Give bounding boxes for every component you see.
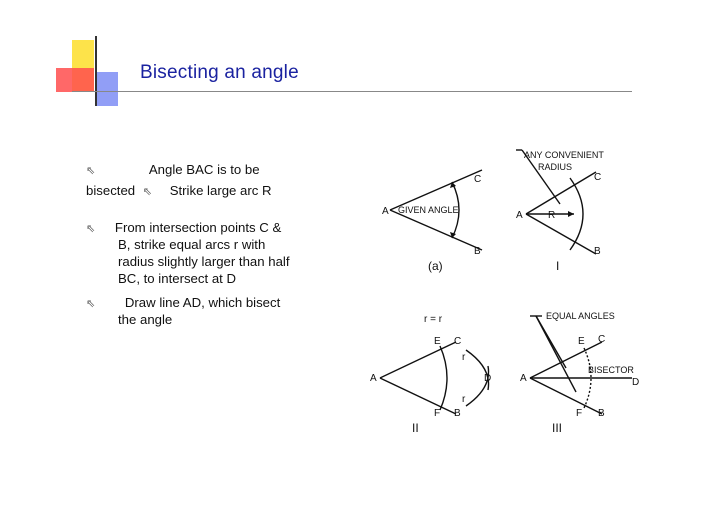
deco-blue-block [96, 72, 118, 106]
fig-a-ray-ab [390, 210, 482, 250]
fig-1-note-line1: ANY CONVENIENT [524, 150, 604, 160]
bullet-4-line1: Draw line AD, which bisect [124, 295, 281, 310]
fig-3-leader-2 [536, 316, 576, 392]
fig-1-arrow-r [568, 211, 574, 217]
fig-1-ray-ab [526, 214, 596, 254]
fig-a-ray-ac [390, 170, 482, 210]
fig-2-arc-r [440, 346, 447, 410]
fig-1-label-c: C [594, 172, 602, 183]
bullet-1-line1: Angle BAC is to be [148, 162, 260, 177]
fig-3-vertex: A [520, 373, 527, 384]
fig-3-note: EQUAL ANGLES [546, 311, 615, 321]
deco-vertical-bar [95, 36, 97, 106]
fig-3-label-e: E [578, 336, 585, 347]
fig-a-caption: (a) [428, 259, 443, 273]
bullet-1-line2: bisected [86, 183, 136, 198]
fig-2-label-d: D [484, 373, 492, 384]
fig-2-eq: r = r [424, 314, 443, 325]
fig-3-label-f: F [576, 408, 583, 419]
fig-2-label-f: F [434, 408, 441, 419]
title-underline [72, 91, 632, 92]
bullet-3-line1: From intersection points C & [114, 220, 282, 235]
bullet-3-line3: radius slightly larger than half [118, 254, 290, 269]
fig-3-label-d: D [632, 377, 640, 388]
fig-a-label-b: B [474, 246, 481, 257]
fig-2-label-r1: r [462, 352, 466, 363]
fig-2-label-b: B [454, 408, 461, 419]
bullet-icon: ⇖ [86, 298, 96, 310]
bullet-4-line2: the angle [118, 312, 173, 327]
deco-red-block [56, 68, 94, 92]
bullet-1 [86, 161, 316, 180]
fig-3-label-b: B [598, 408, 605, 419]
fig-a-label-c: C [474, 174, 482, 185]
fig-2-arc-from-c [466, 350, 492, 390]
fig-2-vertex: A [370, 373, 377, 384]
fig-3-caption: III [552, 421, 563, 435]
slide-title: Bisecting an angle [140, 62, 299, 83]
fig-1-vertex: A [516, 210, 523, 221]
bullet-3-line4: BC, to intersect at D [118, 271, 236, 286]
fig-3-label-c: C [598, 334, 606, 345]
bullet-3-line2: B, strike equal arcs r with [118, 237, 266, 252]
fig-2-label-c: C [454, 336, 462, 347]
bullet-icon: ⇖ [142, 186, 153, 198]
fig-a-angle-label: GIVEN ANGLE [398, 205, 459, 215]
bullet-2-text: Strike large arc R [169, 183, 272, 198]
fig-3-bisector: BISECTOR [588, 365, 634, 375]
figures-panel [370, 140, 660, 440]
fig-2-arc-from-b [466, 366, 492, 406]
fig-a-vertex: A [382, 206, 389, 217]
fig-2-label-e: E [434, 336, 441, 347]
fig-1-label-b: B [594, 246, 601, 257]
fig-1-note-line2: RADIUS [538, 162, 573, 172]
bullet-1-2 [86, 182, 326, 201]
bullet-icon: ⇖ [86, 223, 96, 235]
fig-2-label-r2: r [462, 394, 466, 405]
fig-2-caption: II [412, 421, 419, 435]
fig-1-caption: I [556, 259, 560, 273]
fig-1-radius-label: R [548, 210, 556, 221]
bullet-icon: ⇖ [86, 165, 96, 177]
fig-1-ray-ac [526, 172, 596, 214]
